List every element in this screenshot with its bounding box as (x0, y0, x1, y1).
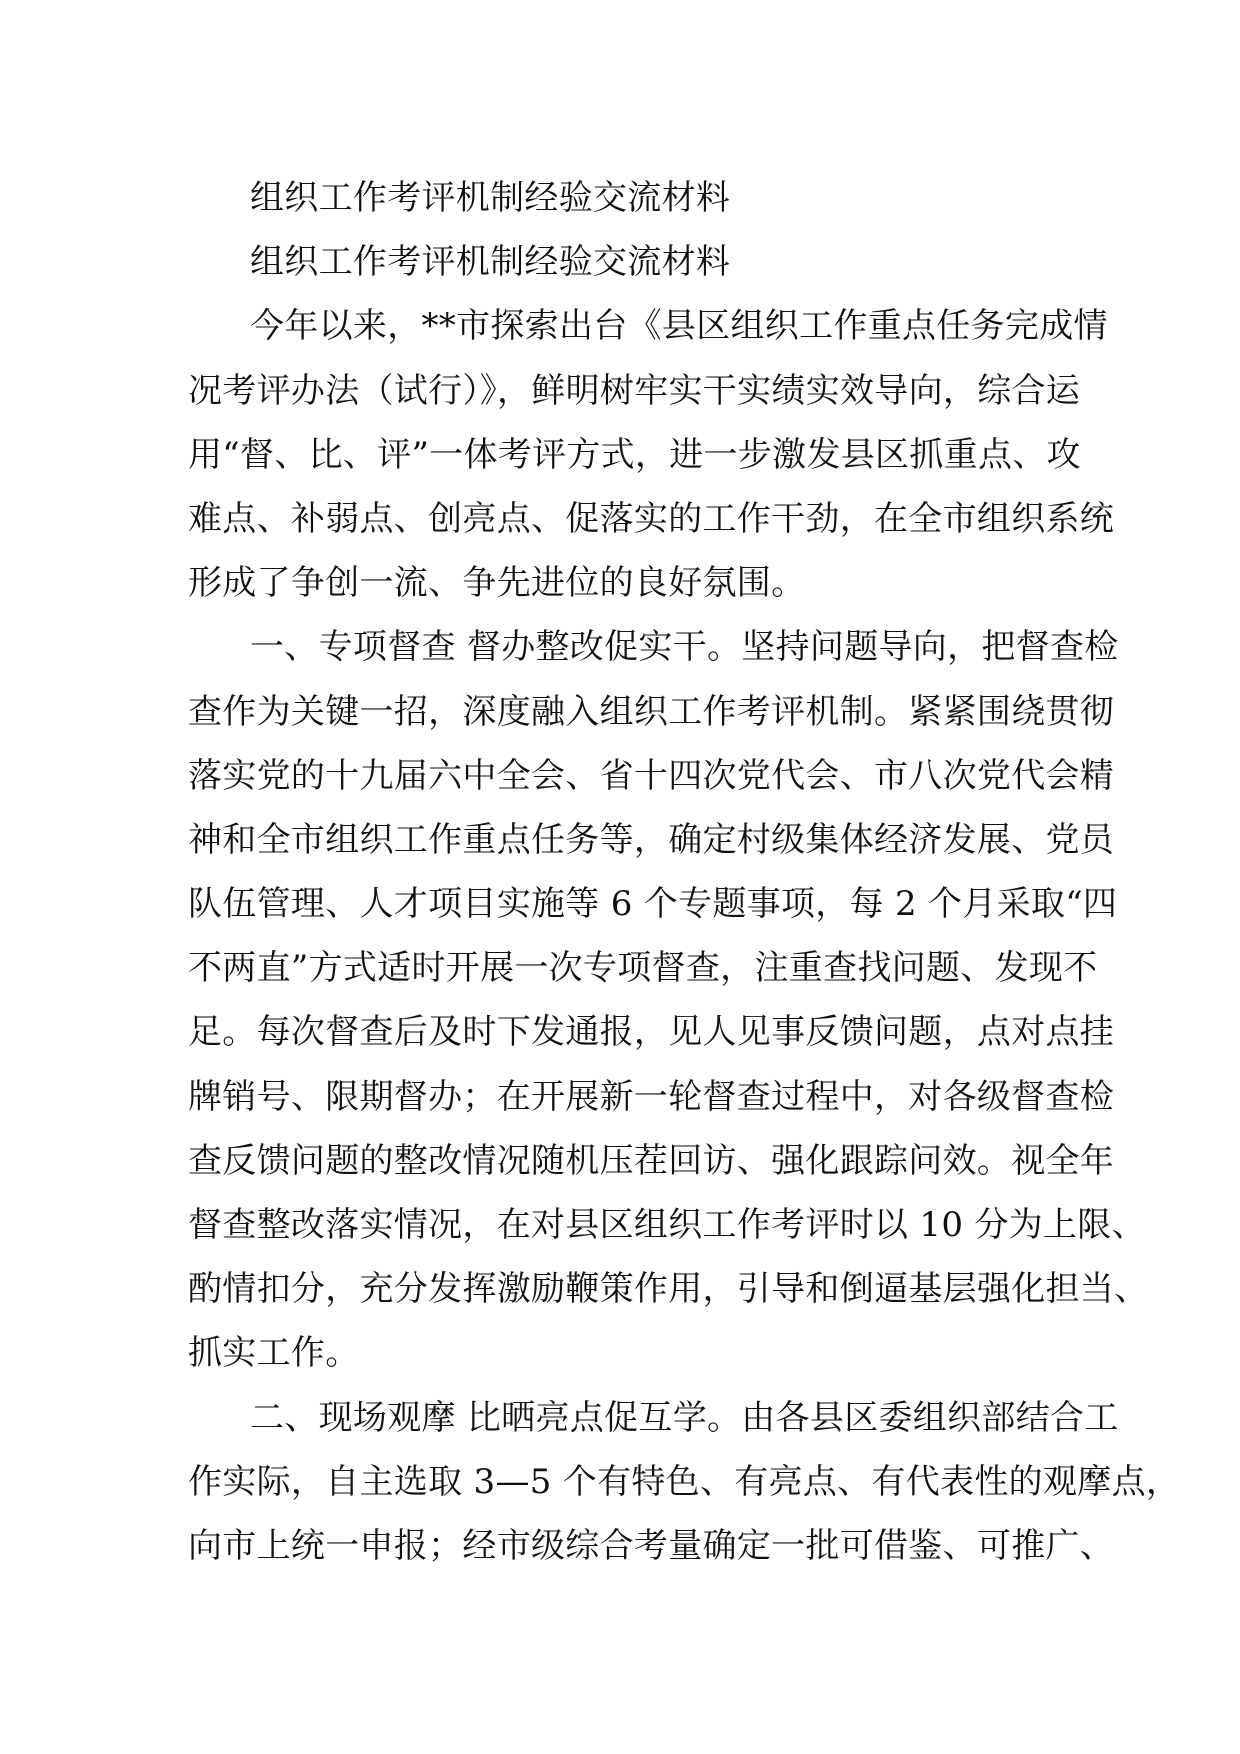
document-page (188, 166, 1181, 1578)
body-line: 用“督、比、评”一体考评方式，进一步激发县区抓重点、攻 (188, 434, 1081, 475)
body-line: 难点、补弱点、创亮点、促落实的工作干劲，在全市组织系统 (188, 498, 1115, 539)
body-line: 查反馈问题的整改情况随机压茬回访、强化跟踪问效。视全年 (188, 1140, 1115, 1181)
section-heading-line: 一、专项督查 督办整改促实干。坚持问题导向，把督查检 (250, 627, 1119, 668)
body-line: 督查整改落实情况，在对县区组织工作考评时以 10 分为上限、 (188, 1205, 1146, 1245)
body-line: 牌销号、限期督办；在开展新一轮督查过程中，对各级督查检 (188, 1076, 1115, 1117)
body-line: 足。每次督查后及时下发通报，见人见事反馈问题，点对点挂 (188, 1012, 1115, 1053)
body-line: 落实党的十九届六中全会、省十四次党代会、市八次党代会精 (188, 755, 1115, 796)
body-line: 查作为关键一招，深度融入组织工作考评机制。紧紧围绕贯彻 (188, 691, 1115, 732)
body-line: 形成了争创一流、争先进位的良好氛围。 (188, 563, 806, 604)
document-subtitle: 组织工作考评机制经验交流材料 (250, 242, 731, 283)
body-line: 况考评办法（试行）》，鲜明树牢实干实绩实效导向，综合运 (188, 370, 1081, 411)
body-line: 今年以来，**市探索出台《县区组织工作重点任务完成情 (250, 306, 1108, 347)
body-line: 向市上统一申报；经市级综合考量确定一批可借鉴、可推广、 (188, 1525, 1115, 1566)
body-line: 神和全市组织工作重点任务等，确定村级集体经济发展、党员 (188, 819, 1115, 860)
body-line: 队伍管理、人才项目实施等 6 个专题事项，每 2 个月采取“四 (188, 884, 1118, 925)
body-line: 作实际，自主选取 3—5 个有特色、有亮点、有代表性的观摩点， (188, 1461, 1181, 1502)
section-heading-line: 二、现场观摩 比晒亮点促互学。由各县区委组织部结合工 (250, 1397, 1119, 1438)
body-line: 抓实工作。 (188, 1333, 360, 1374)
document-title: 组织工作考评机制经验交流材料 (250, 178, 731, 218)
body-line: 不两直”方式适时开展一次专项督查，注重查找问题、发现不 (188, 948, 1098, 989)
body-line: 酌情扣分，充分发挥激励鞭策作用，引导和倒逼基层强化担当、 (188, 1269, 1149, 1310)
